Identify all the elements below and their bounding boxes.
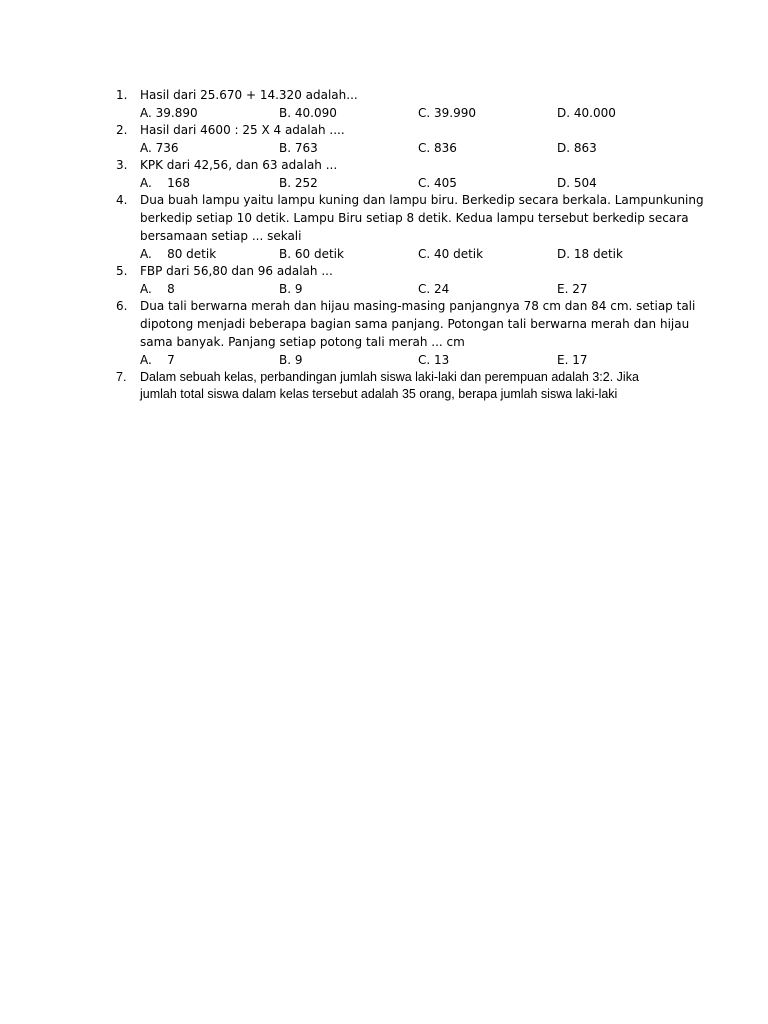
option-a: A. 7 — [140, 353, 175, 367]
option-b: B. 9 — [279, 282, 303, 296]
question-text: FBP dari 56,80 dan 96 adalah ... — [140, 264, 333, 278]
option-d: D. 40.000 — [557, 106, 616, 120]
option-b: B. 40.090 — [279, 106, 337, 120]
option-a: A. 80 detik — [140, 247, 217, 261]
option-b: B. 252 — [279, 176, 318, 190]
option-a: A. 736 — [140, 141, 179, 155]
question-2-options — [0, 140, 768, 157]
option-a: A. 8 — [140, 282, 175, 296]
option-a: A. 168 — [140, 176, 190, 190]
question-text-line-2: berkedip setiap 10 detik. Lampu Biru setiap 8 detik. Kedua lampu tersebut berkedip secara — [140, 211, 689, 225]
question-text: Hasil dari 25.670 + 14.320 adalah... — [140, 88, 358, 102]
question-text-line-3: bersamaan setiap ... sekali — [140, 229, 302, 243]
question-text-line-2: jumlah total siswa dalam kelas tersebut adalah 35 orang, berapa jumlah siswa laki-laki — [140, 387, 618, 401]
question-number: 7. — [116, 370, 127, 384]
option-d: D. 504 — [557, 176, 597, 190]
question-text-line-1: Dua tali berwarna merah dan hijau masing-masing panjangnya 78 cm dan 84 cm. setiap tali — [140, 299, 696, 313]
option-b: B. 763 — [279, 141, 318, 155]
option-a: A. 39.890 — [140, 106, 198, 120]
question-number: 6. — [116, 299, 128, 313]
question-text-line-1: Dua buah lampu yaitu lampu kuning dan lampu biru. Berkedip secara berkala. Lampunkuning — [140, 193, 704, 207]
question-number: 2. — [116, 123, 128, 137]
question-text: Hasil dari 4600 : 25 X 4 adalah .... — [140, 123, 345, 137]
question-6-options — [0, 352, 768, 369]
question-text-line-1: Dalam sebuah kelas, perbandingan jumlah siswa laki-laki dan perempuan adalah 3:2. Jika — [140, 370, 639, 384]
question-number: 1. — [116, 88, 128, 102]
question-number: 3. — [116, 158, 128, 172]
option-c: C. 836 — [418, 141, 457, 155]
question-text: KPK dari 42,56, dan 63 adalah ... — [140, 158, 338, 172]
option-d: D. 863 — [557, 141, 597, 155]
option-c: C. 13 — [418, 353, 450, 367]
question-text-line-2: dipotong menjadi beberapa bagian sama panjang. Potongan tali berwarna merah dan hijau — [140, 317, 690, 331]
option-d: D. 18 detik — [557, 247, 623, 261]
option-b: B. 60 detik — [279, 247, 344, 261]
option-c: C. 405 — [418, 176, 457, 190]
question-text-line-3: sama banyak. Panjang setiap potong tali merah ... cm — [140, 335, 465, 349]
option-c: C. 40 detik — [418, 247, 484, 261]
option-e: E. 17 — [557, 353, 588, 367]
question-1-options — [0, 105, 768, 122]
question-4-options — [0, 246, 768, 263]
option-e: E. 27 — [557, 282, 588, 296]
question-number: 5. — [116, 264, 128, 278]
question-number: 4. — [116, 193, 128, 207]
question-5-options — [0, 281, 768, 298]
question-3-options — [0, 175, 768, 192]
option-c: C. 24 — [418, 282, 450, 296]
option-b: B. 9 — [279, 353, 303, 367]
option-c: C. 39.990 — [418, 106, 476, 120]
